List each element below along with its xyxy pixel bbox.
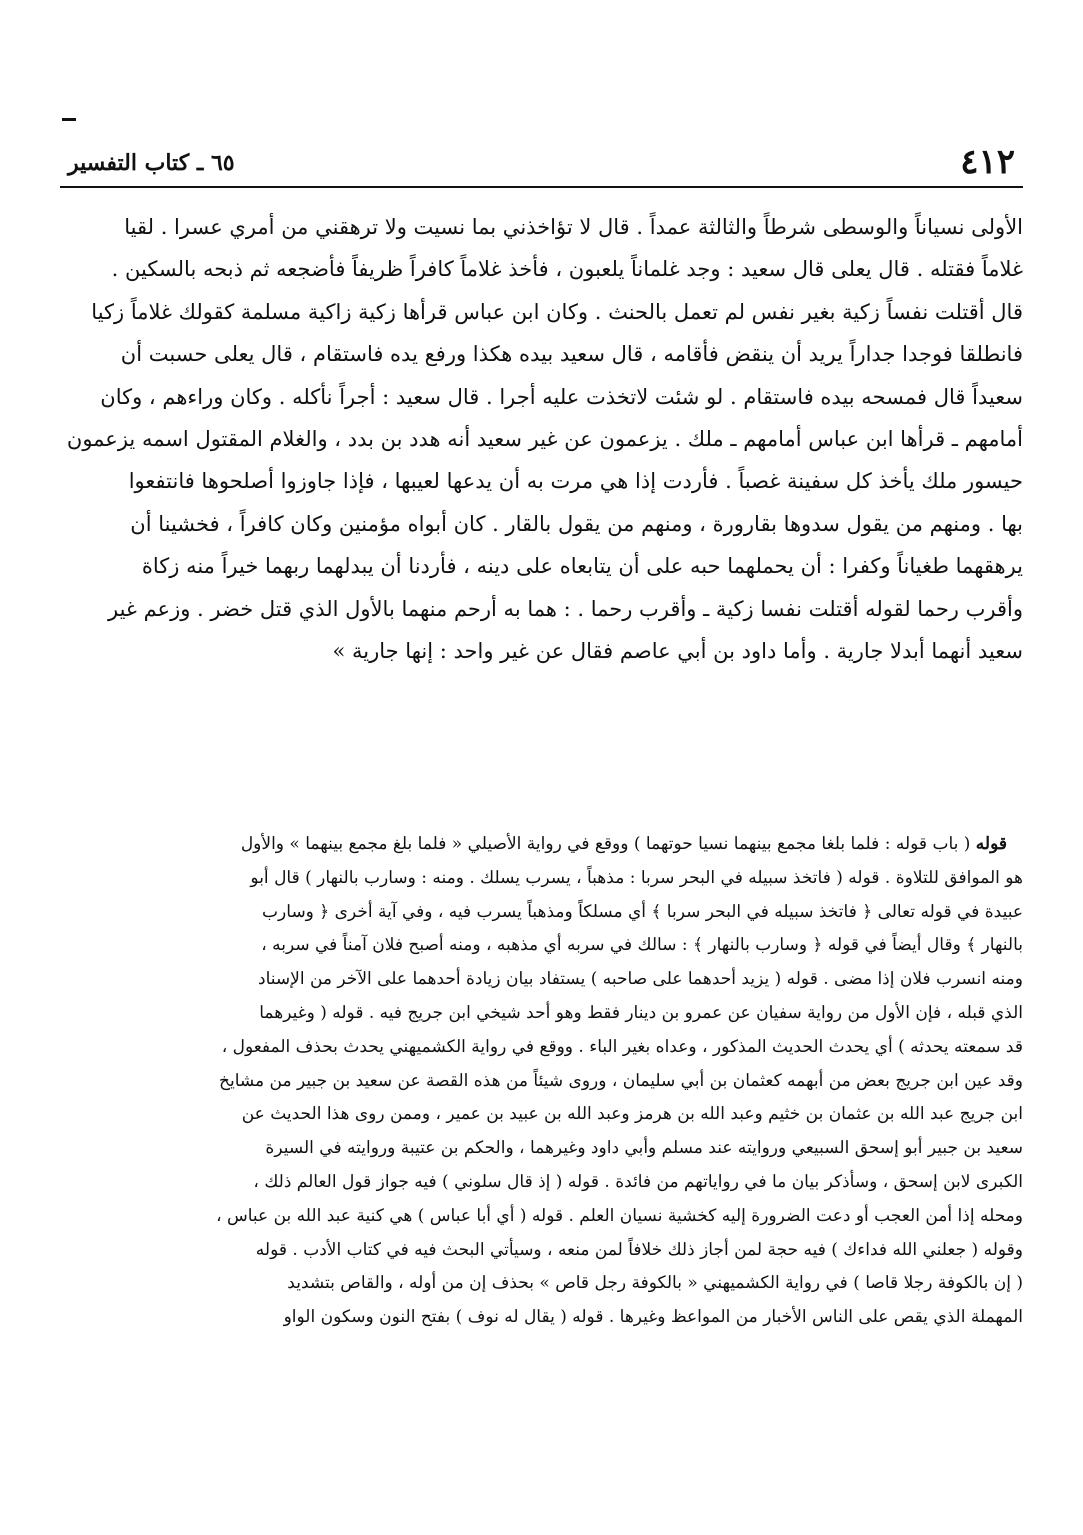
commentary-line [58,1132,1023,1166]
commentary-line-text: عبيدة في قوله تعالى ﴿ فاتخذ سبيله في البحر سربا ﴾ أي مسلكاً ومذهباً يسرب فيه ، وفي آية أخرى ﴿ وسارب [262,901,1023,922]
text-line: فانطلقا فوجدا جداراً يريد أن ينقض فأقامه ، قال سعيد بيده هكذا ورفع يده فاستقام ، قال يعلى حسبت أن [120,342,1023,367]
commentary-line-text: ومنه انسرب فلان إذا مضى . قوله ( يزيد أحدهما على صاحبه ) يستفاد بيان زيادة أحدهما على الآخر من الإسناد [258,969,1023,990]
commentary-line [58,929,1023,963]
commentary-line-text: المهملة الذي يقص على الناس الأخبار من المواعظ وغيرها . قوله ( يقال له نوف ) بفتح النون وسكون الواو [283,1307,1023,1328]
commentary-line [58,896,1023,930]
commentary-line-text: ابن جريج عبد الله بن عثمان بن خثيم وعبد الله بن هرمز وعبد الله بن عبيد بن عمير ، وممن روى هذا الحديث عن [241,1104,1023,1125]
commentary-line-text: سعيد بن جبير أبو إسحق السبيعي وروايته عند مسلم وأبي داود وغيرهما ، والحكم بن عتيبة وروايته في السيرة [265,1138,1023,1159]
commentary-line-text: هو الموافق للتلاوة . قوله ( فاتخذ سبيله في البحر سربا : مذهباً ، يسرب يسلك . ومنه : وسارب بالنهار ) قال أبو [250,867,1023,888]
commentary-line-text: قد سمعته يحدثه ) أي يحدث الحديث المذكور ، وعداه بغير الباء . ووقع في رواية الكشميهني يحدث بحذف المفعول ، [221,1036,1023,1057]
commentary-line-text: بالنهار ﴾ وقال أيضاً في قوله ﴿ وسارب بالنهار ﴾ : سالك في سربه أي مذهبه ، ومنه أصبح فلان آمناً في سربه ، [261,935,1023,956]
commentary-line-text: ومحله إذا أمن العجب أو دعت الضرورة إليه كخشية نسيان العلم . قوله ( أي أبا عباس ) هي كنية عبد الله بن عباس ، [216,1205,1023,1226]
corner-mark [62,118,76,121]
running-title: ٦٥ ـ كتاب التفسير [68,150,235,176]
page-header [60,140,1023,188]
commentary-line [58,828,1023,862]
commentary-line [58,862,1023,896]
text-line: يرهقهما طغياناً وكفرا : أن يحملهما حبه على أن يتابعاه على دينه ، فأردنا أن يبدلهما ربهما خيراً منه زكاة [141,554,1023,579]
commentary-line [58,963,1023,997]
keyword-qawluh: قوله [975,834,1007,854]
commentary-line [58,1031,1023,1065]
commentary-line [58,1301,1023,1335]
commentary-line-text: ( باب قوله : فلما بلغا مجمع بينهما نسيا حوتهما ) ووقع في رواية الأصيلي « فلما بلغ مجمع بينهما » والأول [240,834,976,854]
commentary-line [58,1200,1023,1234]
text-line: قال أقتلت نفساً زكية بغير نفس لم تعمل بالحنث . وكان ابن عباس قرأها زكية زاكية مسلمة كقولك غلاماً زكيا [91,299,1023,324]
text-line: الأولى نسياناً والوسطى شرطاً والثالثة عمداً . قال لا تؤاخذني بما نسيت ولا ترهقني من أمري عسرا . لقيا [124,215,1023,239]
commentary-line [58,1166,1023,1200]
commentary-line [58,1098,1023,1132]
text-line: سعيد أنهما أبدلا جارية . وأما داود بن أبي عاصم فقال عن غير واحد : إنها جارية » [332,638,1023,663]
commentary-line-text: ( إن بالكوفة رجلا قاصا ) في رواية الكشميهني « بالكوفة رجل قاص » بحذف إن من أوله ، والقاص بتشديد [287,1273,1023,1294]
hadith-text [58,206,1023,672]
commentary-line-text: وقد عين ابن جريج بعض من أبهمه كعثمان بن أبي سليمان ، وروى شيئاً من هذه القصة عن سعيد بن جبير من مشايخ [218,1070,1023,1091]
commentary-line [58,1065,1023,1099]
commentary-line-text: الكبرى لابن إسحق ، وسأذكر بيان ما في رواياتهم من فائدة . قوله ( إذ قال سلوني ) فيه جواز قول العالم ذلك ، [253,1171,1023,1192]
text-line: حيسور ملك يأخذ كل سفينة غصباً . فأردت إذا هي مرت به أن يدعها لعيبها ، فإذا جاوزوا أصلحوها فانتفعوا [128,469,1023,494]
commentary-line [58,997,1023,1031]
text-line: سعيداً قال فمسحه بيده فاستقام . لو شئت لاتخذت عليه أجرا . قال سعيد : أجراً نأكله . وكان وراءهم ، وكان [100,384,1023,409]
text-line: غلاماً فقتله . قال يعلى قال سعيد : وجد غلماناً يلعبون ، فأخذ غلاماً كافراً ظريفاً فأضجعه ثم ذبحه بالسكين . [111,257,1023,282]
text-line: بها . ومنهم من يقول سدوها بقارورة ، ومنهم من يقول بالقار . كان أبواه مؤمنين وكان كافراً ، فخشينا أن [130,511,1023,536]
commentary-line-text: الذي قبله ، فإن الأول من رواية سفيان عن عمرو بن دينار فقط وهو أحد شيخي ابن جريج فيه . قوله ( وغيرهما [259,1002,1023,1023]
text-line: وأقرب رحما لقوله أقتلت نفسا زكية ـ وأقرب رحما . : هما به أرحم منهما بالأول الذي قتل خضر . وزعم غير [108,596,1023,621]
commentary-line [58,1234,1023,1268]
commentary-line [58,1267,1023,1301]
page-number: ٤١٢ [960,142,1015,182]
text-line: أمامهم ـ قرأها ابن عباس أمامهم ـ ملك . يزعمون عن غير سعيد أنه هدد بن بدد ، والغلام المقتول اسمه يزعمون [66,426,1023,451]
commentary-text [58,828,1023,1335]
commentary-line-text: وقوله ( جعلني الله فداءك ) فيه حجة لمن أجاز ذلك خلافاً لمن منعه ، وسيأتي البحث فيه في كتاب الأدب . قوله [255,1239,1023,1260]
